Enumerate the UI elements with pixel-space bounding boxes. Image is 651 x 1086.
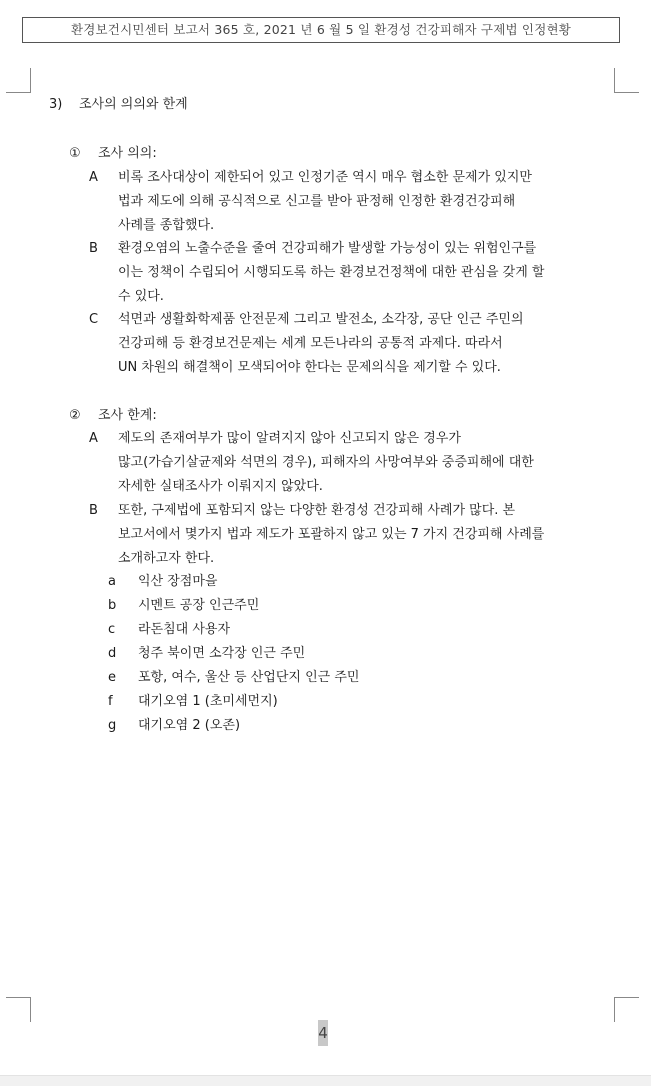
page-header: 환경보건시민센터 보고서 365 호, 2021 년 6 월 5 일 환경성 건강피해자 구제법 인정현황	[22, 17, 620, 43]
item-line: 비록 조사대상이 제한되어 있고 인정기준 역시 매우 협소한 문제가 있지만	[118, 170, 532, 185]
item-letter: B	[89, 503, 98, 518]
case-text: 익산 장점마을	[138, 574, 218, 589]
subsection-number-limitations: ②	[69, 408, 81, 423]
case-letter: d	[108, 646, 117, 661]
subsection-number-significance: ①	[69, 146, 81, 161]
item-line: 수 있다.	[118, 289, 164, 304]
item-line: 이는 정책이 수립되어 시행되도록 하는 환경보건정책에 대한 관심을 갖게 할	[118, 265, 545, 280]
case-text: 시멘트 공장 인근주민	[138, 598, 260, 613]
item-line: 자세한 실태조사가 이뤄지지 않았다.	[118, 479, 323, 494]
item-line: 석면과 생활화학제품 안전문제 그리고 발전소, 소각장, 공단 인근 주민의	[118, 312, 524, 327]
case-letter: e	[108, 670, 116, 685]
case-text: 라돈침대 사용자	[138, 622, 231, 637]
item-letter: B	[89, 241, 98, 256]
subsection-title-limitations: 조사 한계:	[98, 408, 157, 423]
case-text: 포항, 여수, 울산 등 산업단지 인근 주민	[138, 670, 360, 685]
section-title: 조사의 의의와 한계	[79, 97, 188, 112]
item-line: 또한, 구제법에 포함되지 않는 다양한 환경성 건강피해 사례가 많다. 본	[118, 503, 516, 518]
case-letter: b	[108, 598, 117, 613]
item-line: 건강피해 등 환경보건문제는 세계 모든나라의 공통적 과제다. 따라서	[118, 336, 503, 351]
item-line: UN 차원의 해결책이 모색되어야 한다는 문제의식을 제기할 수 있다.	[118, 360, 501, 375]
subsection-title-significance: 조사 의의:	[98, 146, 157, 161]
item-line: 사례를 종합했다.	[118, 218, 215, 233]
item-letter: A	[89, 170, 98, 185]
item-letter: A	[89, 431, 98, 446]
item-line: 법과 제도에 의해 공식적으로 신고를 받아 판정해 인정한 환경건강피해	[118, 194, 516, 209]
item-line: 소개하고자 한다.	[118, 551, 215, 566]
item-line: 보고서에서 몇가지 법과 제도가 포괄하지 않고 있는 7 가지 건강피해 사례를	[118, 527, 545, 542]
item-line: 환경오염의 노출수준을 줄여 건강피해가 발생할 가능성이 있는 위험인구를	[118, 241, 537, 256]
margin-mark-top-right	[614, 68, 639, 93]
page-number: 4	[318, 1020, 328, 1046]
case-text: 대기오염 2 (오존)	[138, 718, 241, 733]
section-number: 3)	[49, 97, 63, 112]
case-letter: f	[108, 694, 113, 709]
item-letter: C	[89, 312, 99, 327]
margin-mark-top-left	[6, 68, 31, 93]
item-line: 제도의 존재여부가 많이 알려지지 않아 신고되지 않은 경우가	[118, 431, 461, 446]
item-line: 많고(가습기살균제와 석면의 경우), 피해자의 사망여부와 중증피해에 대한	[118, 455, 534, 470]
case-text: 대기오염 1 (초미세먼지)	[138, 694, 278, 709]
viewer-bottom-strip	[0, 1075, 651, 1086]
case-letter: g	[108, 718, 117, 733]
margin-mark-bottom-right	[614, 997, 639, 1022]
case-letter: a	[108, 574, 116, 589]
margin-mark-bottom-left	[6, 997, 31, 1022]
case-letter: c	[108, 622, 116, 637]
case-text: 청주 북이면 소각장 인근 주민	[138, 646, 306, 661]
